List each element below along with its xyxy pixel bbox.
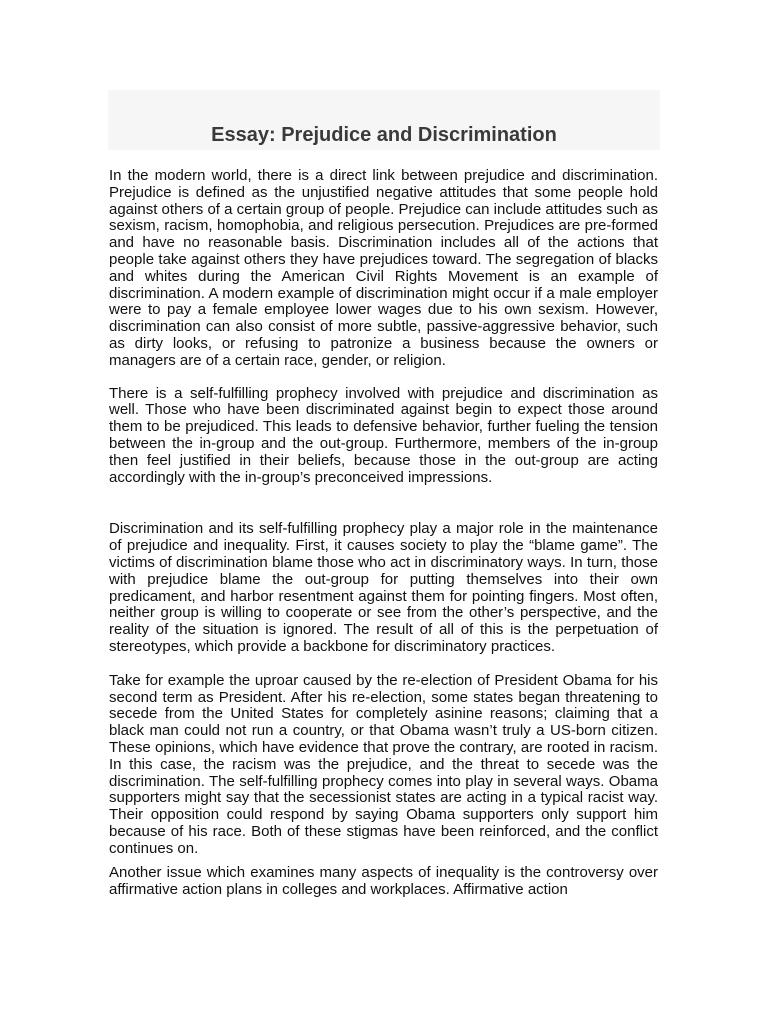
paragraph-2: There is a self-fulfilling prophecy involved with prejudice and discrimination as well. Those who have been discriminated against begin to expect those around them to be prejudiced. This leads to defensive behavior, further fueling the tension between the in-group and the out-group. Furthermore, members of the in-group then feel justified in their beliefs, because those in the out-group are acting accordingly with the in-group’s preconceived impressions. <box>109 384 658 486</box>
paragraph-1: In the modern world, there is a direct link between prejudice and discrimination. Prejudice is defined as the unjustified negative attitudes that some people hold against others of a certain group of people. Prejudice can include attitudes such as sexism, racism, homophobia, and religious persecution. Prejudices are pre-formed and have no reasonable basis. Discrimination includes all of the actions that people take against others they have prejudices toward. The segregation of blacks and whites during the American Civil Rights Movement is an example of discrimination. A modern example of discrimination might occur if a male employer were to pay a female employee lower wages due to his own sexism. However, discrimination can also consist of more subtle, passive-aggressive behavior, such as dirty looks, or refusing to patronize a business because the owners or managers are of a certain race, gender, or religion. <box>109 167 658 369</box>
essay-body <box>109 168 658 899</box>
paragraph-4: Take for example the uproar caused by the re-election of President Obama for his second term as President. After his re-election, some states began threatening to secede from the United States for completely asinine reasons; claiming that a black man could not run a country, or that Obama wasn’t truly a US-born citizen. These opinions, which have evidence that prove the contrary, are rooted in racism. In this case, the racism was the prejudice, and the threat to secede was the discrimination. The self-fulfilling prophecy comes into play in several ways. Obama supporters might say that the secessionist states are acting in a typical racist way. Their opposition could respond by saying Obama supporters only support him because of his race. Both of these stigmas have been reinforced, and the conflict continues on. <box>109 671 658 857</box>
paragraph-5: Another issue which examines many aspects of inequality is the controversy over affirmative action plans in colleges and workplaces. Affirmative action <box>109 864 658 899</box>
paragraph-3: Discrimination and its self-fulfilling prophecy play a major role in the maintenance of prejudice and inequality. First, it causes society to play the “blame game”. The victims of discrimination blame those who act in discriminatory ways. In turn, those with prejudice blame the out-group for putting themselves into their own predicament, and harbor resentment against them for pointing fingers. Most often, neither group is willing to cooperate or see from the other’s perspective, and the reality of the situation is ignored. The result of all of this is the perpetuation of stereotypes, which provide a backbone for discriminatory practices. <box>109 520 658 655</box>
essay-title: Essay: Prejudice and Discrimination <box>211 124 557 146</box>
